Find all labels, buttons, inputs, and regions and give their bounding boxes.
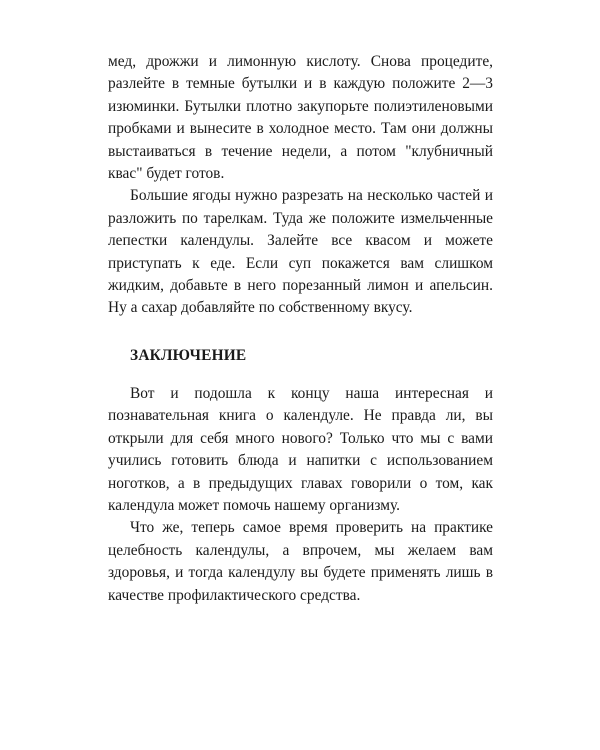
conclusion-paragraph-closing: Что же, теперь самое время проверить на практике целебность календулы, а впрочем, мы желаем вам здоровья, и тогда календулу вы будете применять лишь в качестве профилактического средства. — [108, 519, 493, 604]
conclusion-text-section — [108, 383, 493, 607]
conclusion-paragraph-intro: Вот и подошла к концу наша интересная и познавательная книга о календуле. Не правда ли, вы открыли для себя много нового? Только что мы с вами учились готовить блюда и напитки с использованием ноготков, а в предыдущих главах говорили о том, как календула может помочь нашему организму. — [108, 385, 493, 515]
conclusion-heading: ЗАКЛЮЧЕНИЕ — [130, 347, 247, 364]
recipe-text-section — [108, 51, 493, 320]
recipe-paragraph-serving: Большие ягоды нужно разрезать на несколько частей и разложить по тарелкам. Туда же положите измельченные лепестки календулы. Залейте все квасом и можете приступать к еде. Если суп покажется вам слишком жидким, добавьте в него порезанный лимон и апельсин. Ну а сахар добавляйте по собственному вкусу. — [108, 187, 493, 317]
recipe-paragraph-continuation: мед, дрожжи и лимонную кислоту. Снова процедите, разлейте в темные бутылки и в каждую положите 2—3 изюминки. Бутылки плотно закупорьте полиэтиленовыми пробками и вынесите в холодное место. Там они должны выстаиваться в течение недели, а потом "клубничный квас" будет готов. — [108, 53, 493, 183]
